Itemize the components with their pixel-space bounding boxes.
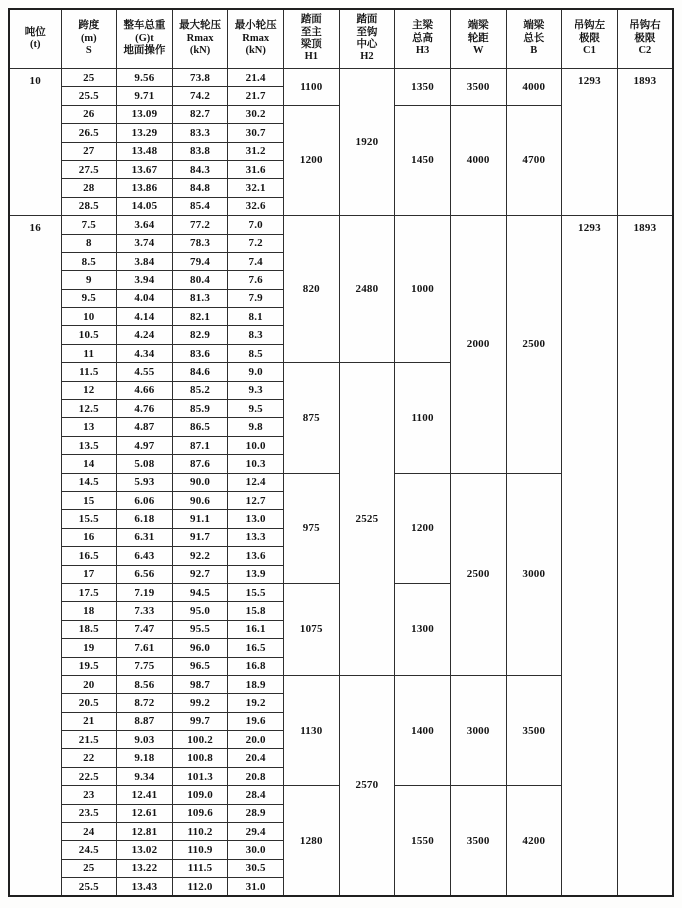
h1-cell: 820 bbox=[284, 216, 340, 363]
span-cell: 28 bbox=[61, 179, 117, 197]
weight-cell: 3.94 bbox=[117, 271, 173, 289]
span-cell: 10.5 bbox=[61, 326, 117, 344]
span-cell: 12 bbox=[61, 381, 117, 399]
weight-cell: 7.19 bbox=[117, 583, 173, 601]
span-cell: 11.5 bbox=[61, 363, 117, 381]
rmax-cell: 87.1 bbox=[172, 436, 228, 454]
rmin-cell: 10.3 bbox=[228, 455, 284, 473]
h3-cell: 1350 bbox=[395, 69, 451, 106]
weight-cell: 13.67 bbox=[117, 160, 173, 178]
rmax-cell: 91.1 bbox=[172, 510, 228, 528]
header-line: H3 bbox=[415, 45, 430, 57]
h3-cell: 1450 bbox=[395, 105, 451, 215]
span-cell: 25 bbox=[61, 859, 117, 877]
rmax-cell: 87.6 bbox=[172, 455, 228, 473]
rmax-cell: 94.5 bbox=[172, 583, 228, 601]
rmin-cell: 9.3 bbox=[228, 381, 284, 399]
weight-cell: 13.02 bbox=[117, 841, 173, 859]
rmin-cell: 13.9 bbox=[228, 565, 284, 583]
w-cell: 3000 bbox=[450, 675, 506, 785]
rmax-cell: 99.2 bbox=[172, 694, 228, 712]
weight-cell: 3.84 bbox=[117, 252, 173, 270]
header-b bbox=[506, 9, 562, 69]
header-line: 最小轮压 bbox=[234, 20, 277, 32]
b-cell: 2500 bbox=[506, 216, 562, 473]
c2-cell: 1893 bbox=[617, 216, 673, 896]
weight-cell: 5.08 bbox=[117, 455, 173, 473]
header-line: 吨位 bbox=[24, 26, 46, 38]
c1-cell: 1293 bbox=[562, 216, 618, 896]
header-line: 梁顶 bbox=[300, 39, 322, 50]
rmax-cell: 112.0 bbox=[172, 878, 228, 896]
weight-cell: 9.56 bbox=[117, 69, 173, 87]
rmin-cell: 30.7 bbox=[228, 124, 284, 142]
span-cell: 16.5 bbox=[61, 547, 117, 565]
rmin-cell: 10.0 bbox=[228, 436, 284, 454]
rmin-cell: 32.1 bbox=[228, 179, 284, 197]
weight-cell: 9.34 bbox=[117, 767, 173, 785]
h3-cell: 1400 bbox=[395, 675, 451, 785]
header-line: 总高 bbox=[412, 32, 434, 44]
weight-cell: 13.86 bbox=[117, 179, 173, 197]
h2-cell: 2480 bbox=[339, 216, 395, 363]
header-line: C2 bbox=[638, 45, 652, 57]
w-cell: 4000 bbox=[450, 105, 506, 215]
span-cell: 22.5 bbox=[61, 767, 117, 785]
rmin-cell: 7.2 bbox=[228, 234, 284, 252]
rmax-cell: 91.7 bbox=[172, 528, 228, 546]
weight-cell: 4.66 bbox=[117, 381, 173, 399]
rmax-cell: 99.7 bbox=[172, 712, 228, 730]
h3-cell: 1100 bbox=[395, 363, 451, 473]
weight-cell: 7.47 bbox=[117, 620, 173, 638]
rmin-cell: 9.0 bbox=[228, 363, 284, 381]
weight-cell: 3.74 bbox=[117, 234, 173, 252]
rmax-cell: 84.3 bbox=[172, 160, 228, 178]
weight-cell: 4.04 bbox=[117, 289, 173, 307]
rmax-cell: 79.4 bbox=[172, 252, 228, 270]
span-cell: 25 bbox=[61, 69, 117, 87]
rmax-cell: 101.3 bbox=[172, 767, 228, 785]
h3-cell: 1300 bbox=[395, 583, 451, 675]
header-h1 bbox=[284, 9, 340, 69]
rmax-cell: 83.3 bbox=[172, 124, 228, 142]
span-cell: 10 bbox=[61, 308, 117, 326]
h3-cell: 1200 bbox=[395, 473, 451, 583]
b-cell: 4700 bbox=[506, 105, 562, 215]
weight-cell: 12.61 bbox=[117, 804, 173, 822]
span-cell: 15.5 bbox=[61, 510, 117, 528]
rmax-cell: 73.8 bbox=[172, 69, 228, 87]
header-tonnage bbox=[9, 9, 61, 69]
rmax-cell: 82.1 bbox=[172, 308, 228, 326]
rmax-cell: 95.0 bbox=[172, 602, 228, 620]
weight-cell: 7.33 bbox=[117, 602, 173, 620]
table-row bbox=[9, 216, 673, 234]
weight-cell: 7.75 bbox=[117, 657, 173, 675]
h1-cell: 1200 bbox=[284, 105, 340, 215]
rmin-cell: 12.7 bbox=[228, 491, 284, 509]
rmax-cell: 95.5 bbox=[172, 620, 228, 638]
rmax-cell: 98.7 bbox=[172, 675, 228, 693]
header-line: (m) bbox=[80, 32, 97, 44]
header-line: S bbox=[85, 45, 92, 57]
h3-cell: 1550 bbox=[395, 786, 451, 896]
header-h3 bbox=[395, 9, 451, 69]
weight-cell: 7.61 bbox=[117, 639, 173, 657]
b-cell: 4000 bbox=[506, 69, 562, 106]
h1-cell: 1100 bbox=[284, 69, 340, 106]
weight-cell: 9.03 bbox=[117, 731, 173, 749]
header-line: 踏面 bbox=[300, 14, 322, 26]
h2-cell: 1920 bbox=[339, 69, 395, 216]
rmin-cell: 15.5 bbox=[228, 583, 284, 601]
header-rmax bbox=[172, 9, 228, 69]
header-line: 至主 bbox=[300, 26, 322, 38]
header-line: 极限 bbox=[578, 32, 600, 44]
weight-cell: 5.93 bbox=[117, 473, 173, 491]
h1-cell: 1130 bbox=[284, 675, 340, 785]
rmin-cell: 20.4 bbox=[228, 749, 284, 767]
rmin-cell: 20.0 bbox=[228, 731, 284, 749]
span-cell: 15 bbox=[61, 491, 117, 509]
rmin-cell: 28.4 bbox=[228, 786, 284, 804]
rmax-cell: 82.7 bbox=[172, 105, 228, 123]
header-c2 bbox=[617, 9, 673, 69]
rmin-cell: 12.4 bbox=[228, 473, 284, 491]
rmax-cell: 84.8 bbox=[172, 179, 228, 197]
rmin-cell: 7.0 bbox=[228, 216, 284, 234]
weight-cell: 3.64 bbox=[117, 216, 173, 234]
header-row bbox=[9, 9, 673, 69]
rmax-cell: 83.6 bbox=[172, 344, 228, 362]
tonnage-cell: 16 bbox=[9, 216, 61, 896]
rmin-cell: 9.8 bbox=[228, 418, 284, 436]
rmax-cell: 82.9 bbox=[172, 326, 228, 344]
weight-cell: 4.14 bbox=[117, 308, 173, 326]
span-cell: 27 bbox=[61, 142, 117, 160]
rmax-cell: 85.4 bbox=[172, 197, 228, 215]
h3-cell: 1000 bbox=[395, 216, 451, 363]
rmax-cell: 96.0 bbox=[172, 639, 228, 657]
weight-cell: 12.81 bbox=[117, 823, 173, 841]
weight-cell: 8.72 bbox=[117, 694, 173, 712]
rmax-cell: 90.6 bbox=[172, 491, 228, 509]
weight-cell: 4.97 bbox=[117, 436, 173, 454]
span-cell: 17 bbox=[61, 565, 117, 583]
rmin-cell: 31.6 bbox=[228, 160, 284, 178]
weight-cell: 4.24 bbox=[117, 326, 173, 344]
header-rmin bbox=[228, 9, 284, 69]
rmin-cell: 30.2 bbox=[228, 105, 284, 123]
span-cell: 17.5 bbox=[61, 583, 117, 601]
rmax-cell: 111.5 bbox=[172, 859, 228, 877]
weight-cell: 6.56 bbox=[117, 565, 173, 583]
span-cell: 24.5 bbox=[61, 841, 117, 859]
header-h2 bbox=[339, 9, 395, 69]
span-cell: 28.5 bbox=[61, 197, 117, 215]
span-cell: 18 bbox=[61, 602, 117, 620]
header-w bbox=[450, 9, 506, 69]
rmin-cell: 28.9 bbox=[228, 804, 284, 822]
rmin-cell: 31.2 bbox=[228, 142, 284, 160]
header-line: H1 bbox=[304, 51, 319, 63]
rmin-cell: 21.7 bbox=[228, 87, 284, 105]
rmax-cell: 74.2 bbox=[172, 87, 228, 105]
c2-cell: 1893 bbox=[617, 69, 673, 216]
span-cell: 11 bbox=[61, 344, 117, 362]
header-c1 bbox=[562, 9, 618, 69]
rmin-cell: 13.6 bbox=[228, 547, 284, 565]
rmax-cell: 96.5 bbox=[172, 657, 228, 675]
rmin-cell: 30.0 bbox=[228, 841, 284, 859]
c1-cell: 1293 bbox=[562, 69, 618, 216]
rmax-cell: 109.0 bbox=[172, 786, 228, 804]
span-cell: 8.5 bbox=[61, 252, 117, 270]
h1-cell: 1280 bbox=[284, 786, 340, 896]
weight-cell: 13.48 bbox=[117, 142, 173, 160]
rmax-cell: 85.9 bbox=[172, 400, 228, 418]
span-cell: 14.5 bbox=[61, 473, 117, 491]
header-line: Rmax bbox=[242, 32, 270, 44]
rmin-cell: 29.4 bbox=[228, 823, 284, 841]
header-line: Rmax bbox=[186, 32, 214, 44]
weight-cell: 6.06 bbox=[117, 491, 173, 509]
w-cell: 2500 bbox=[450, 473, 506, 675]
rmax-cell: 92.7 bbox=[172, 565, 228, 583]
spec-table-body bbox=[9, 69, 673, 897]
span-cell: 19 bbox=[61, 639, 117, 657]
rmin-cell: 20.8 bbox=[228, 767, 284, 785]
header-line: 跨度 bbox=[78, 20, 100, 32]
span-cell: 25.5 bbox=[61, 878, 117, 896]
header-line: 极限 bbox=[634, 32, 656, 44]
header-span bbox=[61, 9, 117, 69]
weight-cell: 9.18 bbox=[117, 749, 173, 767]
rmax-cell: 77.2 bbox=[172, 216, 228, 234]
span-cell: 22 bbox=[61, 749, 117, 767]
w-cell: 3500 bbox=[450, 786, 506, 896]
header-line: 端梁 bbox=[467, 20, 489, 32]
rmin-cell: 19.6 bbox=[228, 712, 284, 730]
span-cell: 21.5 bbox=[61, 731, 117, 749]
header-line: (kN) bbox=[245, 45, 266, 57]
rmin-cell: 13.3 bbox=[228, 528, 284, 546]
rmin-cell: 7.9 bbox=[228, 289, 284, 307]
span-cell: 8 bbox=[61, 234, 117, 252]
header-line: 至钩 bbox=[356, 26, 378, 38]
header-line: B bbox=[530, 45, 538, 57]
header-line: 总长 bbox=[523, 32, 545, 44]
rmin-cell: 21.4 bbox=[228, 69, 284, 87]
span-cell: 18.5 bbox=[61, 620, 117, 638]
rmin-cell: 16.1 bbox=[228, 620, 284, 638]
rmax-cell: 86.5 bbox=[172, 418, 228, 436]
header-line: W bbox=[472, 45, 484, 57]
rmax-cell: 100.8 bbox=[172, 749, 228, 767]
weight-cell: 13.09 bbox=[117, 105, 173, 123]
h1-cell: 875 bbox=[284, 363, 340, 473]
header-weight bbox=[117, 9, 173, 69]
header-line: 整车总重 bbox=[123, 20, 166, 32]
rmin-cell: 8.3 bbox=[228, 326, 284, 344]
span-cell: 27.5 bbox=[61, 160, 117, 178]
spec-table-header bbox=[9, 9, 673, 69]
span-cell: 26 bbox=[61, 105, 117, 123]
rmax-cell: 100.2 bbox=[172, 731, 228, 749]
weight-cell: 13.43 bbox=[117, 878, 173, 896]
b-cell: 4200 bbox=[506, 786, 562, 896]
h1-cell: 1075 bbox=[284, 583, 340, 675]
weight-cell: 13.22 bbox=[117, 859, 173, 877]
rmin-cell: 7.4 bbox=[228, 252, 284, 270]
weight-cell: 4.34 bbox=[117, 344, 173, 362]
h2-cell: 2570 bbox=[339, 675, 395, 896]
span-cell: 12.5 bbox=[61, 400, 117, 418]
header-line: 主梁 bbox=[412, 20, 434, 32]
header-line: 轮距 bbox=[467, 32, 489, 44]
rmin-cell: 30.5 bbox=[228, 859, 284, 877]
rmax-cell: 110.2 bbox=[172, 823, 228, 841]
weight-cell: 4.55 bbox=[117, 363, 173, 381]
rmax-cell: 81.3 bbox=[172, 289, 228, 307]
span-cell: 16 bbox=[61, 528, 117, 546]
rmax-cell: 109.6 bbox=[172, 804, 228, 822]
rmax-cell: 83.8 bbox=[172, 142, 228, 160]
tonnage-cell: 10 bbox=[9, 69, 61, 216]
w-cell: 2000 bbox=[450, 216, 506, 473]
rmax-cell: 90.0 bbox=[172, 473, 228, 491]
header-line: 吊钩左 bbox=[573, 20, 606, 32]
rmax-cell: 84.6 bbox=[172, 363, 228, 381]
rmin-cell: 15.8 bbox=[228, 602, 284, 620]
rmin-cell: 8.1 bbox=[228, 308, 284, 326]
table-row bbox=[9, 69, 673, 87]
rmax-cell: 110.9 bbox=[172, 841, 228, 859]
rmin-cell: 19.2 bbox=[228, 694, 284, 712]
weight-cell: 4.87 bbox=[117, 418, 173, 436]
span-cell: 23 bbox=[61, 786, 117, 804]
header-line: (kN) bbox=[189, 45, 211, 57]
rmin-cell: 32.6 bbox=[228, 197, 284, 215]
span-cell: 9 bbox=[61, 271, 117, 289]
b-cell: 3000 bbox=[506, 473, 562, 675]
span-cell: 9.5 bbox=[61, 289, 117, 307]
weight-cell: 13.29 bbox=[117, 124, 173, 142]
weight-cell: 8.87 bbox=[117, 712, 173, 730]
weight-cell: 6.18 bbox=[117, 510, 173, 528]
rmin-cell: 31.0 bbox=[228, 878, 284, 896]
header-line: 最大轮压 bbox=[179, 20, 222, 32]
rmin-cell: 8.5 bbox=[228, 344, 284, 362]
rmin-cell: 16.5 bbox=[228, 639, 284, 657]
rmax-cell: 78.3 bbox=[172, 234, 228, 252]
rmin-cell: 13.0 bbox=[228, 510, 284, 528]
span-cell: 20 bbox=[61, 675, 117, 693]
span-cell: 24 bbox=[61, 823, 117, 841]
h2-cell: 2525 bbox=[339, 363, 395, 676]
weight-cell: 8.56 bbox=[117, 675, 173, 693]
header-line: 地面操作 bbox=[123, 45, 166, 57]
header-line: (t) bbox=[30, 39, 41, 50]
span-cell: 21 bbox=[61, 712, 117, 730]
span-cell: 20.5 bbox=[61, 694, 117, 712]
header-line: C1 bbox=[583, 45, 596, 57]
span-cell: 25.5 bbox=[61, 87, 117, 105]
weight-cell: 4.76 bbox=[117, 400, 173, 418]
w-cell: 3500 bbox=[450, 69, 506, 106]
weight-cell: 6.43 bbox=[117, 547, 173, 565]
span-cell: 13 bbox=[61, 418, 117, 436]
rmin-cell: 18.9 bbox=[228, 675, 284, 693]
span-cell: 14 bbox=[61, 455, 117, 473]
b-cell: 3500 bbox=[506, 675, 562, 785]
header-line: 踏面 bbox=[356, 14, 378, 26]
span-cell: 7.5 bbox=[61, 216, 117, 234]
weight-cell: 9.71 bbox=[117, 87, 173, 105]
weight-cell: 12.41 bbox=[117, 786, 173, 804]
rmax-cell: 92.2 bbox=[172, 547, 228, 565]
header-line: H2 bbox=[360, 51, 374, 63]
h1-cell: 975 bbox=[284, 473, 340, 583]
weight-cell: 6.31 bbox=[117, 528, 173, 546]
header-line: (G)t bbox=[135, 32, 154, 44]
span-cell: 23.5 bbox=[61, 804, 117, 822]
weight-cell: 14.05 bbox=[117, 197, 173, 215]
header-line: 中心 bbox=[356, 39, 378, 50]
span-cell: 13.5 bbox=[61, 436, 117, 454]
span-cell: 26.5 bbox=[61, 124, 117, 142]
rmin-cell: 9.5 bbox=[228, 400, 284, 418]
header-line: 吊钩右 bbox=[629, 20, 661, 32]
header-line: 端梁 bbox=[523, 20, 545, 32]
rmax-cell: 80.4 bbox=[172, 271, 228, 289]
span-cell: 19.5 bbox=[61, 657, 117, 675]
rmax-cell: 85.2 bbox=[172, 381, 228, 399]
rmin-cell: 7.6 bbox=[228, 271, 284, 289]
rmin-cell: 16.8 bbox=[228, 657, 284, 675]
crane-spec-table bbox=[8, 8, 674, 897]
